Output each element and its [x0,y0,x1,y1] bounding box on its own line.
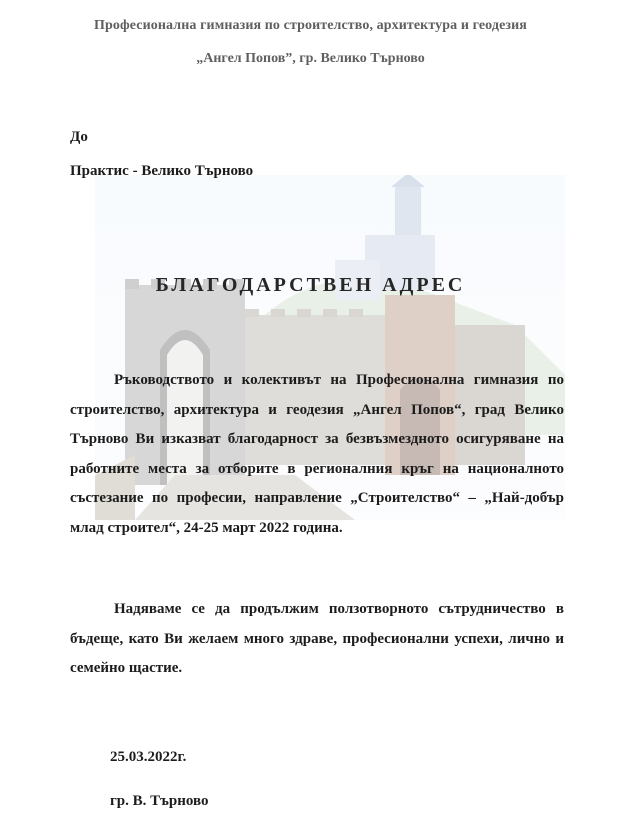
body-paragraph-1: Ръководството и колективът на Професионална гимназия по строителство, архитектура и геодезия „Ангел Попов“, град Велико Търново Ви изказват благодарност за безвъзмездното осигуряване на работните места за отборите в регионалния кръг на националното състезание по професии, направление „Строителство“ – „Най-добър млад строител“, 24-25 март 2022 година. [70,372,564,536]
school-patron-city: „Ангел Попов”, гр. Велико Търново [196,51,425,66]
addressee-recipient: Практис - Велико Търново [70,163,254,179]
letter-city: гр. В. Търново [110,793,209,809]
school-name: Професионална гимназия по строителство, архитектура и геодезия [94,18,527,33]
addressee-to-label: До [70,129,88,145]
letter-title: БЛАГОДАРСТВЕН АДРЕС [155,274,466,296]
body-paragraph-2: Надяваме се да продължим ползотворното сътрудничество в бъдеще, като Ви желаем много здраве, професионални успехи, лично и семейно щастие. [70,601,564,676]
letter-date: 25.03.2022г. [110,749,187,765]
